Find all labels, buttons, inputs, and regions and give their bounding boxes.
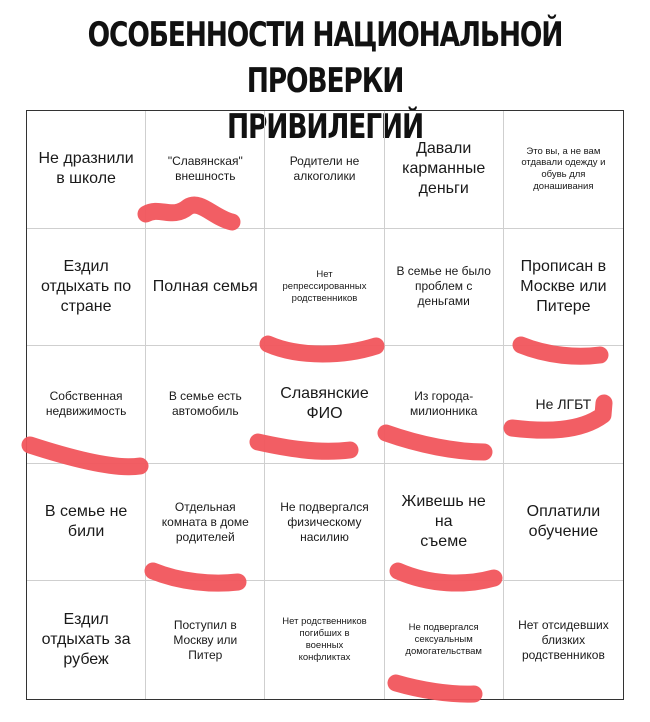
bingo-cell[interactable]: Нет родственников погибших в военных конфликтах bbox=[265, 581, 384, 699]
bingo-cell[interactable]: Прописан в Москве или Питере bbox=[504, 229, 623, 347]
bingo-cell[interactable]: Полная семья bbox=[146, 229, 265, 347]
bingo-cell[interactable]: В семье есть автомобиль bbox=[146, 346, 265, 464]
bingo-cell[interactable]: Нет репрессированных родственников bbox=[265, 229, 384, 347]
bingo-cell[interactable]: Не дразнили в школе bbox=[27, 111, 146, 229]
bingo-cell[interactable]: Нет отсидевших близких родственников bbox=[518, 617, 609, 662]
bingo-cell[interactable]: Не подвергался физическому насилию bbox=[265, 464, 384, 582]
bingo-grid bbox=[26, 110, 624, 700]
bingo-cell[interactable]: Давали карманные деньги bbox=[385, 111, 504, 229]
bingo-cell[interactable]: Не ЛГБТ bbox=[504, 346, 623, 464]
bingo-cell[interactable]: Живешь не на съеме bbox=[385, 464, 504, 582]
bingo-cell[interactable]: Это вы, а не вам отдавали одежду и обувь для донашивания bbox=[504, 111, 623, 229]
bingo-cell[interactable]: В семье не было проблем с деньгами bbox=[385, 229, 504, 347]
bingo-cell[interactable]: Родители не алкоголики bbox=[265, 111, 384, 229]
bingo-cell[interactable]: Из города- милионника bbox=[385, 346, 504, 464]
bingo-cell[interactable]: Собственная недвижимость bbox=[27, 346, 146, 464]
bingo-cell[interactable]: Славянские ФИО bbox=[265, 346, 384, 464]
bingo-cell[interactable]: Поступил в Москву или Питер bbox=[146, 581, 265, 699]
bingo-cell[interactable]: Ездил отдыхать по стране bbox=[27, 229, 146, 347]
page-title: ОСОБЕННОСТИ НАЦИОНАЛЬНОЙ ПРОВЕРКИ ПРИВИЛЕГИЙ bbox=[87, 15, 563, 147]
bingo-cell[interactable]: "Славянская" внешность bbox=[146, 111, 265, 229]
bingo-cell[interactable]: В семье не били bbox=[27, 464, 146, 582]
bingo-cell[interactable]: Не подвергался сексуальным домогательствам bbox=[385, 581, 504, 699]
bingo-cell[interactable]: Отдельная комната в доме родителей bbox=[146, 464, 265, 582]
bingo-cell[interactable]: Ездил отдыхать за рубеж bbox=[27, 581, 146, 699]
bingo-cell[interactable]: Оплатили обучение bbox=[504, 464, 623, 582]
